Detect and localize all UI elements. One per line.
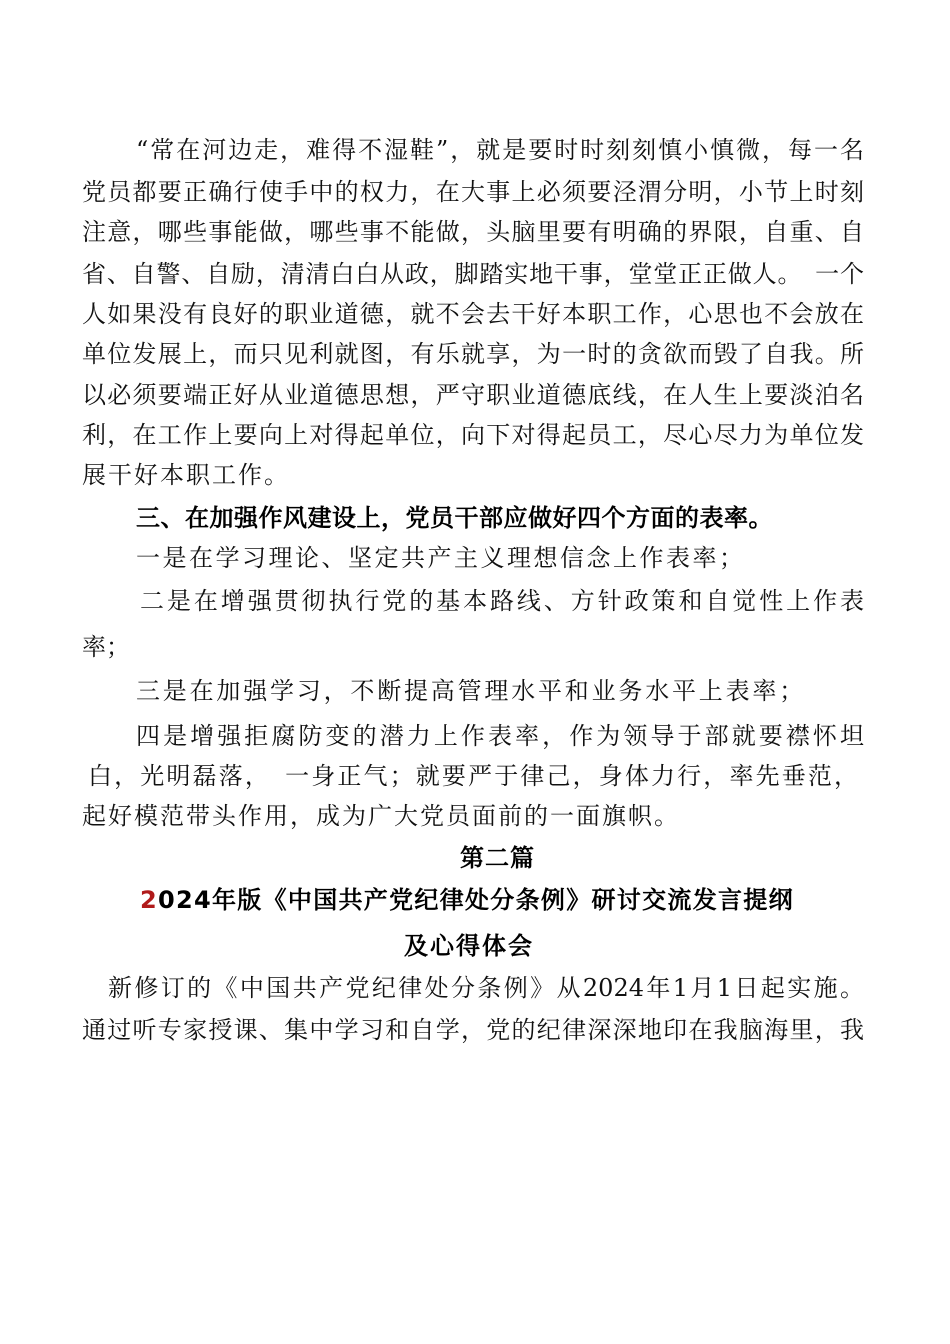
paragraph-line: 利，在工作上要向上对得起单位，向下对得起员工，尽心尽力为单位发 [82,421,864,449]
list-item: 二是在增强贯彻执行党的基本路线、方针政策和自觉性上作表 [140,587,864,615]
section-heading: 三、在加强作风建设上，党员干部应做好四个方面的表率。 [136,504,773,532]
paragraph-line: 展干好本职工作。 [82,461,290,489]
paragraph-line: 以必须要端正好从业道德思想，严守职业道德底线，在人生上要淡泊名 [82,381,864,409]
paragraph-line: 通过听专家授课、集中学习和自学，党的纪律深深地印在我脑海里，我 [82,1016,864,1044]
part-title: 第二篇 [460,844,535,872]
list-item: 三是在加强学习，不断提高管理水平和业务水平上表率； [136,677,806,705]
list-item-continuation: 率； [82,633,130,661]
paragraph-line: 注意，哪些事能做，哪些事不能做，头脑里要有明确的界限，自重、自 [82,218,864,246]
paragraph-line: 党员都要正确行使手中的权力，在大事上必须要泾渭分明，小节上时刻 [82,178,864,206]
list-item: 四是增强拒腐防变的潜力上作表率，作为领导于部就要襟怀坦 [136,722,864,750]
paragraph-line: “常在河边走，难得不湿鞋”，就是要时时刻刻慎小慎微，每一名 [136,136,864,164]
document-title-line2: 及心得体会 [404,932,534,960]
paragraph-line: 单位发展上，而只见利就图，有乐就享，为一时的贪欲而毁了自我。所 [82,340,864,368]
paragraph-line: 人如果没有良好的职业道德，就不会去干好本职工作，心思也不会放在 [82,300,864,328]
list-item: 一是在学习理论、坚定共产主义理想信念上作表率； [136,544,746,572]
list-item-continuation: 起好模范带头作用，成为广大党员面前的一面旗帜。 [82,802,680,830]
document-title-line1 [140,884,794,916]
title-line1-text: 024年版《中国共产党纪律处分条例》研讨交流发言提纲 [158,886,794,914]
paragraph-line: 新修订的《中国共产党纪律处分条例》从2024年1月1日起实施。 [108,974,864,1002]
list-item-continuation: 白，光明磊落， 一身正气；就要严于律己，身体力行，率先垂范， [88,762,858,790]
paragraph-line: 省、自警、自励，清清白白从政，脚踏实地干事，堂堂正正做人。 一个 [82,260,864,288]
title-first-char: 2 [140,886,158,914]
